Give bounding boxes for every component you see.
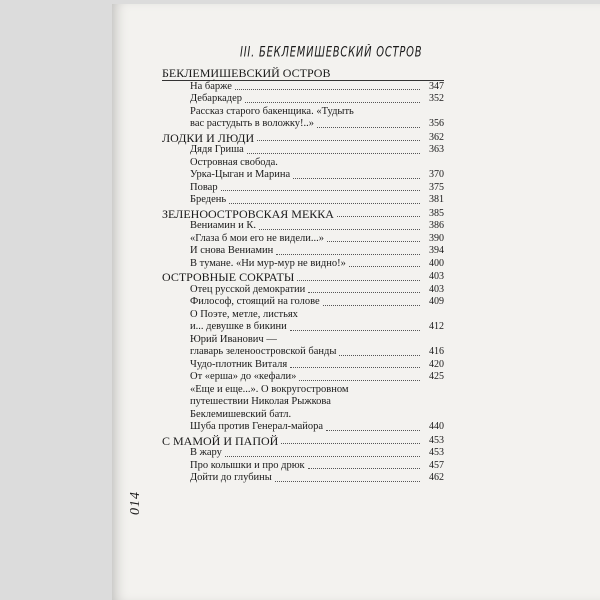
toc-entry <box>162 447 444 460</box>
toc-page-number: 412 <box>429 321 444 332</box>
page-number: 014 <box>128 491 143 515</box>
dot-leader <box>297 280 420 281</box>
part-title: III. БЕКЛЕМИШЕВСКИЙ ОСТРОВ <box>240 44 423 61</box>
toc-entry <box>162 118 444 131</box>
dot-leader <box>293 178 420 179</box>
toc-label: И снова Вениамин <box>190 245 274 256</box>
dot-leader <box>349 266 420 267</box>
toc-page-number: 403 <box>429 271 444 282</box>
toc-label: Философ, стоящий на голове <box>190 296 320 307</box>
toc-entry <box>162 220 444 233</box>
toc-entry <box>162 309 444 322</box>
toc-page-number: 453 <box>429 434 444 446</box>
toc-label: Урка-Цыган и Марина <box>190 169 291 180</box>
toc-chapter <box>162 435 444 448</box>
dot-leader <box>290 330 420 331</box>
dot-leader <box>225 456 420 457</box>
toc-page-number: 457 <box>429 459 444 471</box>
toc-label: Беклемишевский батл. <box>190 408 292 420</box>
toc-entry <box>162 472 444 485</box>
toc-entry <box>162 93 444 106</box>
toc-label: На ба́рже <box>190 80 232 92</box>
toc-page-number: 390 <box>429 232 444 244</box>
toc-entry <box>162 144 444 157</box>
toc-entry <box>162 296 444 309</box>
toc-entry <box>162 157 444 170</box>
dot-leader <box>327 241 420 242</box>
toc-label: Островная свобода. <box>190 156 278 168</box>
toc-entry <box>162 233 444 246</box>
toc-label: Про колышки и про дрюк <box>190 459 305 471</box>
toc-label: «Еще и еще...». О вокругостровном <box>190 383 349 395</box>
toc-label: Рассказ старого бакенщика. «Тудыть <box>190 105 354 117</box>
toc-label: В тумане. «Ни мур-мур не видно!» <box>190 257 346 269</box>
toc-label: В жару <box>190 447 222 458</box>
toc-label: ОСТРОВНЫЕ СОКРАТЫ <box>162 270 295 284</box>
toc-page-number: 403 <box>429 283 444 295</box>
toc-label: Бредень <box>190 194 227 205</box>
toc-label: Юрий Иванович — <box>190 333 277 345</box>
toc-page-number: 347 <box>429 80 444 92</box>
toc-entry <box>162 409 444 422</box>
dot-leader <box>308 292 420 293</box>
toc-entry <box>162 334 444 347</box>
toc-page-number: 416 <box>429 346 444 357</box>
toc-page-number: 352 <box>429 93 444 104</box>
toc-entry <box>162 346 444 359</box>
toc-label: путешествии Николая Рыжкова <box>190 396 331 407</box>
dot-leader <box>247 153 420 154</box>
dot-leader <box>317 127 420 128</box>
dot-leader <box>259 229 420 230</box>
toc-entry <box>162 359 444 372</box>
dot-leader <box>299 380 420 381</box>
toc-entry <box>162 371 444 384</box>
dot-leader <box>326 430 420 431</box>
toc-label: С МАМОЙ И ПАПОЙ <box>162 433 279 448</box>
toc-entry <box>162 421 444 434</box>
toc-label: главарь зеленоостровской банды <box>190 346 337 357</box>
toc-label: Отец русской демократии <box>190 283 306 295</box>
dot-leader <box>290 367 420 368</box>
toc-page-number: 400 <box>429 257 444 269</box>
dot-leader <box>276 254 420 255</box>
dot-leader <box>339 355 420 356</box>
toc-label: «Глаза б мои его не видели...» <box>190 232 325 244</box>
dot-leader <box>275 481 420 482</box>
toc-entry <box>162 194 444 207</box>
toc-chapter <box>162 132 444 145</box>
toc-page-number: 363 <box>429 144 444 155</box>
toc-entry <box>162 384 444 397</box>
toc-entry <box>162 169 444 182</box>
toc-page-number: 462 <box>429 472 444 483</box>
toc-page-number: 409 <box>429 296 444 307</box>
dot-leader <box>245 102 420 103</box>
toc-entry <box>162 106 444 119</box>
toc-label: вас растудыть в воложку!..» <box>190 118 315 129</box>
dot-leader <box>235 89 420 90</box>
table-of-contents <box>162 66 444 485</box>
toc-page-number: 453 <box>429 447 444 458</box>
toc-page-number: 394 <box>429 245 444 256</box>
toc-label: ЗЕЛЕНООСТРОВСКАЯ МЕККА <box>162 206 334 221</box>
toc-label: ЛОДКИ И ЛЮДИ <box>162 130 255 145</box>
dot-leader <box>221 190 420 191</box>
toc-chapter <box>162 208 444 221</box>
toc-page-number: 375 <box>429 181 444 193</box>
toc-page-number: 356 <box>429 118 444 129</box>
dot-leader <box>323 305 420 306</box>
toc-entry <box>162 245 444 258</box>
toc-page-number: 440 <box>429 421 444 432</box>
toc-page-number: 425 <box>429 371 444 382</box>
toc-page-number: 385 <box>429 207 444 219</box>
toc-page-number: 420 <box>429 358 444 370</box>
dot-leader <box>229 203 420 204</box>
toc-page-number: 370 <box>429 169 444 180</box>
toc-entry <box>162 284 444 297</box>
toc-label: Чудо-плотник Виталя <box>190 358 288 370</box>
toc-label: Повар <box>190 181 218 193</box>
toc-label: и... девушке в бикини <box>190 321 287 332</box>
dot-leader <box>257 140 420 141</box>
dot-leader <box>337 216 420 217</box>
toc-label: О Поэте, метле, листьях <box>190 308 298 320</box>
toc-entry <box>162 182 444 195</box>
toc-label: БЕКЛЕМИШЕВСКИЙ ОСТРОВ <box>162 66 331 80</box>
toc-label: Дебаркадер <box>190 93 243 104</box>
toc-label: От «ерша» до «кефали» <box>190 371 297 382</box>
toc-label: Дядя Гриша <box>190 144 244 155</box>
toc-entry <box>162 321 444 334</box>
toc-entry <box>162 396 444 409</box>
dot-leader <box>281 443 420 444</box>
toc-entry <box>162 258 444 271</box>
toc-page-number: 362 <box>429 131 444 143</box>
toc-entry <box>162 81 444 94</box>
toc-entry <box>162 460 444 473</box>
toc-chapter <box>162 67 444 81</box>
toc-label: Шуба против Генерал-майора <box>190 421 324 432</box>
dot-leader <box>308 468 420 469</box>
toc-page-number: 381 <box>429 194 444 205</box>
toc-page-number: 386 <box>429 220 444 231</box>
toc-label: Вениамин и К. <box>190 220 256 231</box>
toc-chapter <box>162 271 444 284</box>
toc-label: Дойти до глубины <box>190 472 272 483</box>
